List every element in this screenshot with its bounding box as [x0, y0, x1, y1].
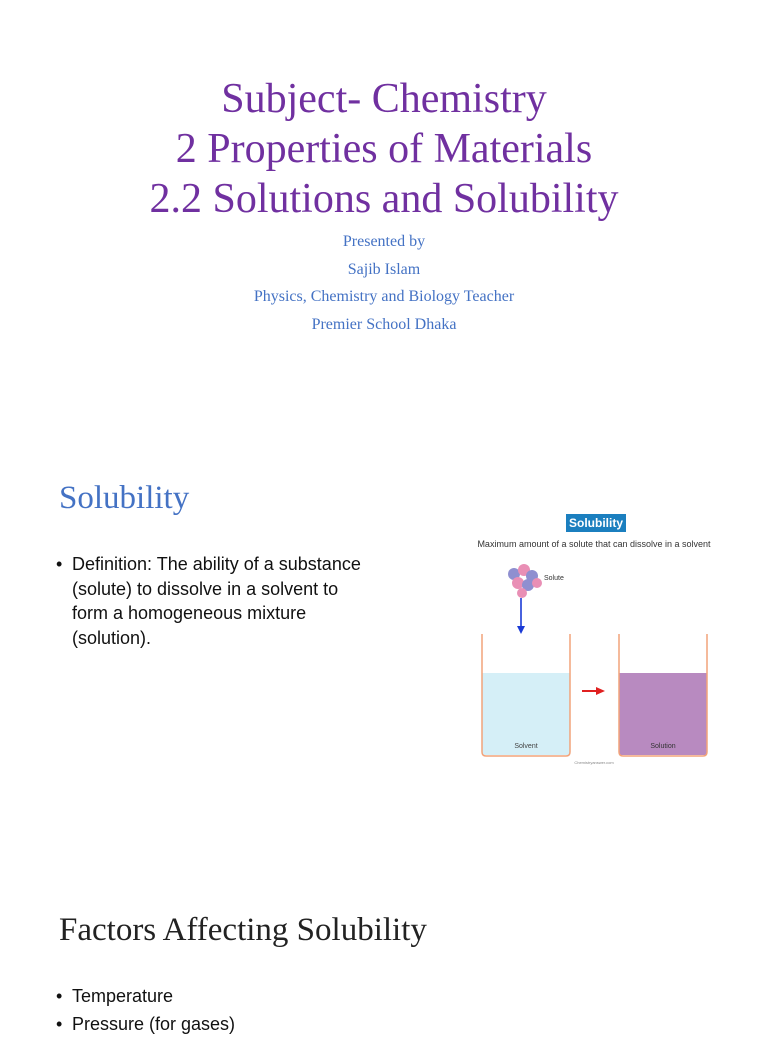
title-block [0, 74, 768, 224]
solution-beaker [619, 634, 707, 756]
presenter-name: Sajib Islam [347, 260, 421, 278]
solution-label: Solution [650, 743, 676, 750]
definition-text: Definition: The ability of a substance (solute) to dissolve in a solvent to form a homogeneous mixture (solution). [72, 554, 361, 648]
down-arrow-icon [517, 598, 525, 634]
solvent-label: Solvent [514, 743, 538, 750]
presenter-info [0, 228, 768, 338]
factor-bullet-pressure [56, 1012, 235, 1037]
bullet-dot: • [56, 986, 63, 1006]
slide-title-line-3: 2.2 Solutions and Solubility [149, 176, 619, 222]
diagram-credit: Chemistryanswer.com [574, 760, 614, 765]
bullet-dot: • [56, 554, 63, 574]
solute-molecule-icon [508, 564, 542, 598]
factors-slide [0, 862, 768, 1034]
presenter-school: Premier School Dhaka [311, 315, 457, 333]
definition-bullet [56, 552, 376, 650]
solubility-slide [0, 430, 768, 862]
factor-bullet-temperature [56, 984, 173, 1009]
diagram-badge: Solubility [566, 514, 626, 532]
solubility-diagram [474, 512, 714, 765]
solvent-beaker [482, 634, 570, 756]
slide-title-line-1: Subject- Chemistry [221, 76, 547, 122]
solute-label: Solute [544, 575, 564, 582]
slide-title-line-2: 2 Properties of Materials [175, 126, 593, 172]
presenter-role: Physics, Chemistry and Biology Teacher [253, 288, 515, 305]
presented-by-label: Presented by [342, 233, 426, 250]
factor-text: Pressure (for gases) [72, 1014, 236, 1034]
title-slide [0, 0, 768, 430]
slide-heading: Factors Affecting Solubility [59, 912, 427, 948]
right-arrow-icon [582, 687, 605, 695]
factor-text: Temperature [72, 986, 174, 1006]
diagram-graphic [474, 552, 714, 765]
diagram-caption: Maximum amount of a solute that can dissolve in a solvent [477, 539, 711, 549]
slide-heading: Solubility [59, 480, 190, 516]
bullet-dot: • [56, 1014, 63, 1034]
